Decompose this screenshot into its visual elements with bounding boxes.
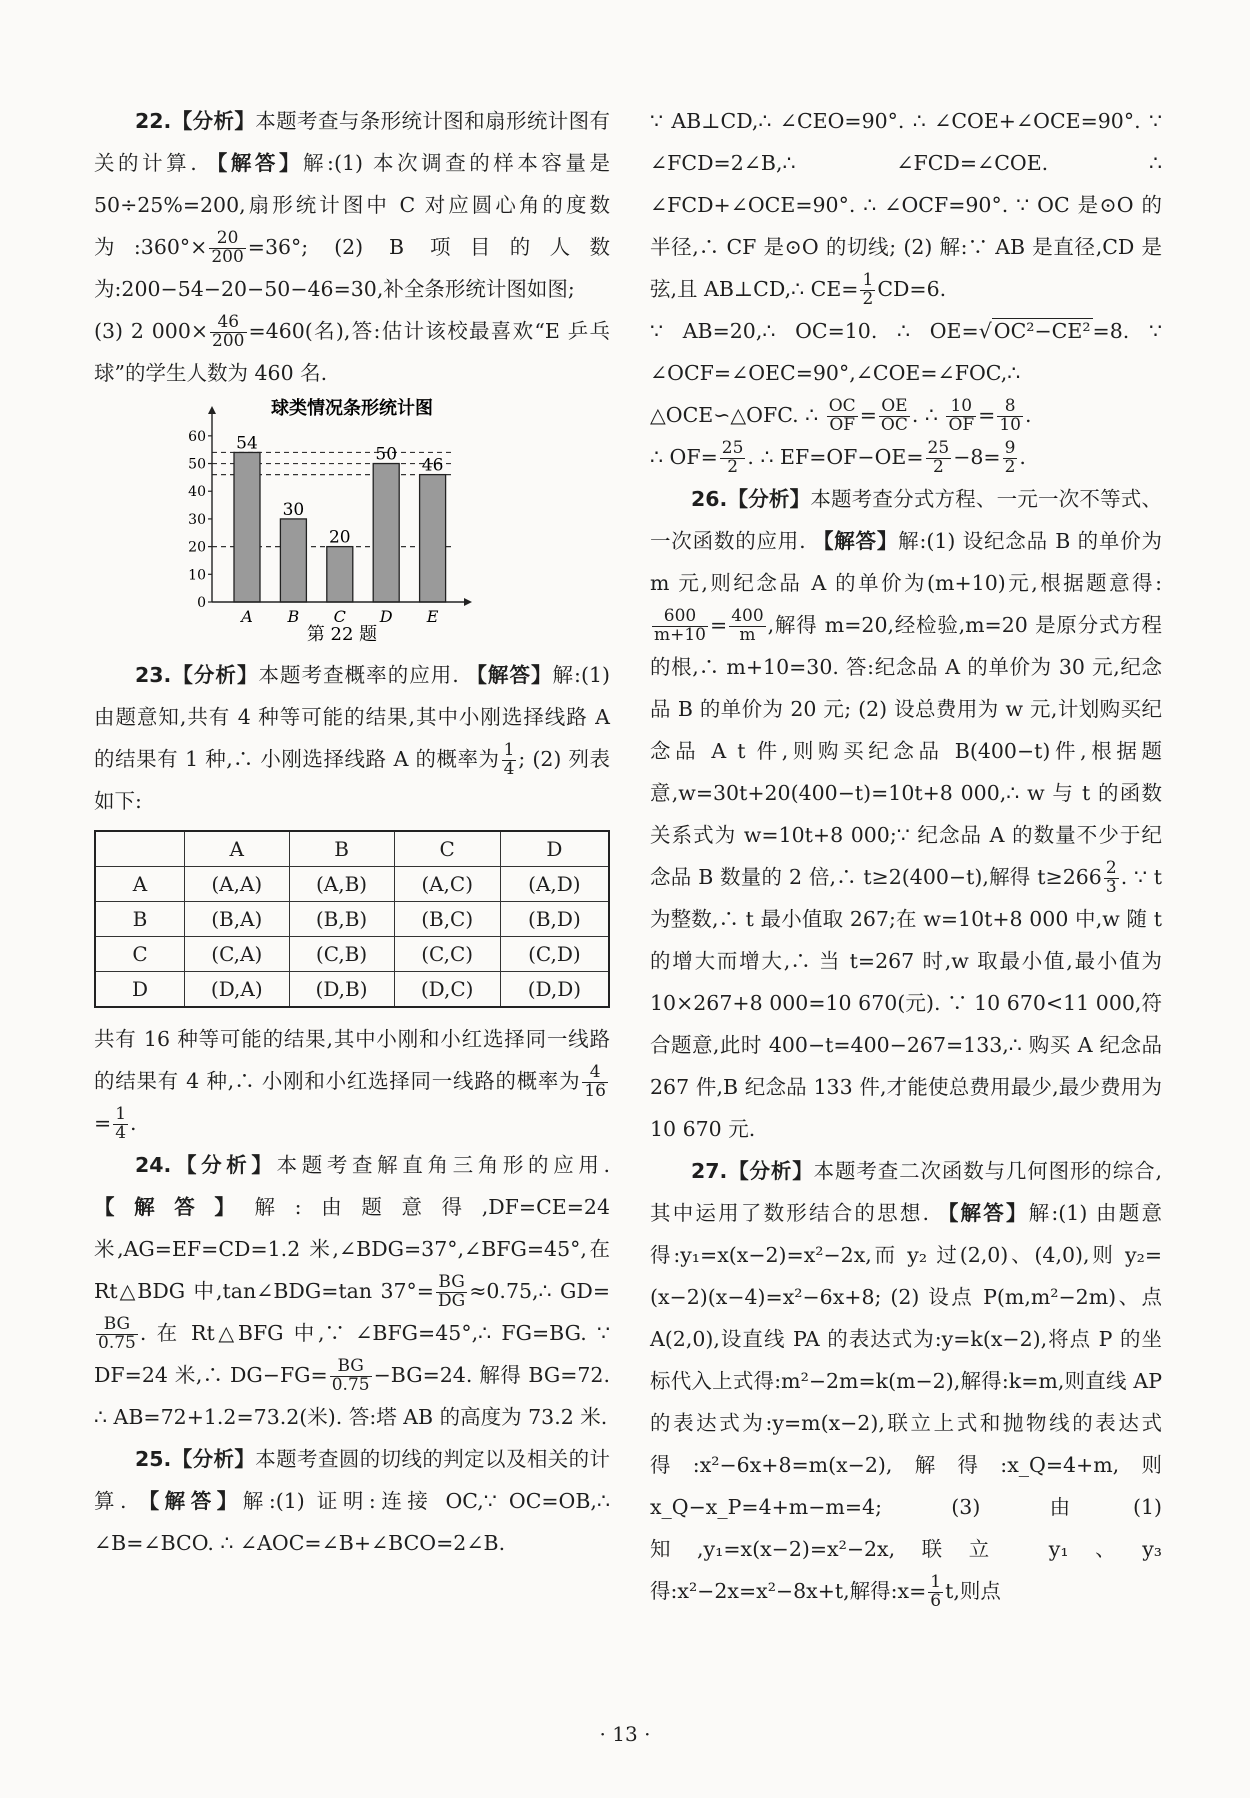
y-tick-label: 0 [197,595,206,611]
y-tick-label: 30 [188,511,206,528]
q26-text-1: 解:(1) 设纪念品 B 的单价为 m 元,则纪念品 A 的单价为(m+10)元,根据题意得: [650,529,1162,595]
denominator: 6 [930,1591,942,1611]
numerator: 10 [950,396,973,417]
q25-intro: 本题考查圆的切线的判定以及相关的计算. [94,1447,611,1513]
table-cell: (B,C) [394,902,500,937]
bar-C [327,547,353,602]
table-cell: (B,A) [185,902,290,937]
denominator: 16 [584,1081,606,1101]
q23-paragraph-1 [94,654,610,822]
numerator: 600 [663,606,697,627]
table-cell: (B,B) [289,902,394,937]
denominator: m+10 [654,625,706,645]
bar-D [373,464,399,602]
denominator: 2 [862,289,874,309]
q25-paragraph [94,1438,610,1564]
numerator: 8 [1004,396,1016,417]
q26-intro: 本题考查分式方程、一元一次不等式、一次函数的应用. [650,487,1163,553]
right-column [650,100,1162,1612]
q27-analysis-tag: 【分析】 [727,1159,814,1183]
q22-analysis-tag: 【分析】 [171,109,256,133]
q25-fraction-7 [926,440,952,477]
q27-intro: 本题考查二次函数与几何图形的综合,其中运用了数形结合的思想. [650,1159,1163,1225]
q23-text-1b: ; (2) 列表如下: [94,747,610,813]
bar-value-label: 54 [236,433,258,454]
equals: = [710,613,728,637]
numerator: OE [881,396,908,417]
period: . [1019,445,1026,469]
q24-fraction-1 [436,1274,467,1311]
q25-right-text-1: ∵ AB⊥CD,∴ ∠CEO=90°. ∴ ∠COE+∠OCE=90°. ∵ ∠FCD=2∠B,∴ ∠FCD=∠COE. ∴ ∠FCD+∠OCE=90°. ∴ ∠OCF=90°. ∵ OC 是⊙O 的半径,∴ CF 是⊙O 的切线; (2) 解:∵ AB 是直径,CD 是弦,且 AB⊥CD,∴ CE= [650,109,1162,301]
numerator: BG [337,1356,364,1377]
table-cell: (D,A) [185,972,290,1008]
q23-fraction-2 [582,1064,608,1101]
q22-paragraph-2 [94,310,610,394]
denominator: 2 [926,458,952,477]
q26-fraction-3 [1104,860,1119,897]
x-tick-label: D [379,607,393,626]
q22-text-1b: =36°; (2) B 项目的人数为:200−54−20−50−46=30,补全条形统计图如图; [94,235,610,301]
bar-value-label: 20 [328,527,351,548]
table-cell: (C,A) [185,937,290,972]
denominator: 200 [212,331,245,351]
denominator: DG [437,1291,466,1311]
x-tick-label: C [333,607,346,626]
table-cell: (A,A) [185,867,290,902]
numerator: 1 [930,1572,942,1593]
q24-fraction-3 [330,1358,372,1395]
q27-text-1: 解:(1) 由题意得:y₁=x(x−2)=x²−2x,而 y₂ 过(2,0)、(4,0),则 y₂=(x−2)(x−4)=x²−6x+8; (2) 设点 P(m,m²−2m)、点 A(2,0),设直线 PA 的表达式为:y=k(x−2),将点 P 的坐标代入上式得:m²−2m=k(m−2),解得:k=m,则直线 AP 的表达式为:y=m(x−2),联立上式和抛物线的表达式得:x²−6x+8=m(x−2),解得:x_Q=4+m,则 x_Q−x_P=4+m−m=4; (3) 由(1)知,y₁=x(x−2)=x²−2x,联立 y₁、y₃ 得:x²−2x=x²−8x+t,解得:x= [650,1201,1162,1603]
q24-intro: 本题考查解直角三角形的应用. [276,1153,611,1177]
numerator: 25 [927,438,950,459]
table-header-cell: D [500,831,609,867]
numerator: 2 [1105,858,1117,879]
numerator: BG [103,1314,131,1335]
numerator: 400 [731,606,764,627]
q25-fraction-4 [946,398,976,435]
q24-text-1: 解:由题意得,DF=CE=24 米,AG=EF=CD=1.2 米,∠BDG=37°,∠BFG=45°,在 Rt△BDG 中,tan∠BDG=tan 37°= [94,1195,610,1303]
q25-right-text-1b: CD=6. [877,277,947,301]
q26-answer-tag: 【解答】 [812,529,899,553]
q23-intro: 本题考查概率的应用. [258,663,459,687]
q24-text-1c: . 在 Rt△BFG 中,∵ ∠BFG=45°,∴ FG=BG. ∵ DF=24 米,∴ DG−FG= [94,1321,610,1387]
table-cell: (C,B) [289,937,394,972]
x-tick-label: A [241,607,253,626]
q22-fraction-2 [210,314,246,351]
denominator: 2 [720,458,746,477]
q27-number: 27. [691,1159,728,1183]
q22-fraction-1 [209,230,245,267]
denominator: 200 [211,247,244,267]
q22-text-2b: =460(名),答:估计该校最喜欢“E 乒乓球”的学生人数为 460 名. [94,319,611,385]
q23-text-1: 解:(1) 由题意知,共有 4 种等可能的结果,其中小刚选择线路 A 的结果有 1 种,∴ 小刚选择线路 A 的概率为 [94,663,610,771]
q22-intro: 本题考查与条形统计图和扇形统计图有关的计算. [94,109,611,175]
denominator: 4 [115,1123,127,1143]
x-tick-label: B [287,607,300,626]
q25-right-text-3c: −8= [953,445,1001,469]
table-header-cell: B [289,831,394,867]
q25-fraction-5 [997,398,1023,435]
period: . [1025,403,1032,427]
y-tick-label: 10 [188,567,206,584]
q25-continued-1 [650,100,1162,310]
q23-fraction-3 [113,1106,128,1143]
y-axis-arrow [208,406,216,414]
q22-number: 22. [135,109,172,133]
q23-paragraph-2: 共有 16 种等可能的结果,其中小刚和小红选择同一线路的结果有 4 种,∴ 小刚和小红选择同一线路的概率为 $\frac{4}{16}$ = $\frac{1}{4}$ . [94,1027,610,1143]
q26-fraction-2 [729,608,765,645]
y-tick-label: 40 [188,484,206,501]
x-tick-label: E [426,607,439,626]
denominator: 4 [503,759,515,779]
table-cell: (D,B) [289,972,394,1008]
q25-right-text-2b: =8. ∵ ∠OCF=∠OEC=90°,∠COE=∠FOC,∴ △OCE∽△OFC. ∴ [650,319,1163,427]
q24-number: 24. [135,1153,172,1177]
bar-chart [94,394,610,654]
table-cell: C [95,937,185,972]
q24-answer-tag: 【解答】 [94,1195,255,1219]
table-header-cell: C [394,831,500,867]
q24-fraction-2 [96,1316,138,1353]
numerator: 1 [503,740,515,761]
q26-text-1d: . ∵ t 为整数,∴ t 最小值取 267;在 w=10t+8 000 中,w 随 t 的增大而增大,∴ 当 t=267 时,w 取最小值,最小值为 10×267+8 000=10 670(元). ∵ 10 670<11 000,符合题意,此时 400−t=400−267=133,∴ 购买 A 纪念品 267 件,B 纪念品 133 件,才能使总费用最少,最少费用为 10 670 元. [650,865,1162,1141]
q25-fraction-8 [1003,440,1018,477]
denominator: m [729,626,765,645]
q25-sqrt: OC²−CE² [993,319,1091,343]
y-tick-label: 60 [188,428,206,445]
q24-text-1d: −BG=24. 解得 BG=72. ∴ AB=72+1.2=73.2(米). 答:塔 AB 的高度为 73.2 米. [94,1363,610,1429]
q26-paragraph [650,478,1162,1150]
q25-right-text-3b: . ∴ EF=OF−OE= [747,445,924,469]
q26-text-1c: ,解得 m=20,经检验,m=20 是原分式方程的根,∴ m+10=30. 答:纪念品 A 的单价为 30 元,纪念品 B 的单价为 20 元; (2) 设总费用为 w 元,计划购买纪念品 A t 件,则购买纪念品 B(400−t)件,根据题意,w=30t+20(400−t)=10t+8 000,∴ w 与 t 的函数关系式为 w=10t+8 000;∵ 纪念品 A 的数量不少于纪念品 B 数量的 2 倍,∴ t≥2(400−t),解得 t≥266 [650,613,1162,889]
table-cell: (A,C) [394,867,500,902]
numerator: OC [828,396,856,417]
bar-value-label: 30 [282,499,305,520]
q23-text-2: 共有 16 种等可能的结果,其中小刚和小红选择同一线路的结果有 4 种,∴ 小刚和小红选择同一线路的概率为 [94,1027,610,1093]
q22-answer-tag: 【解答】 [206,151,303,175]
q27-text-1b: t,则点 [945,1579,1001,1603]
numerator: 20 [216,228,239,249]
chart-caption: 第 22 题 [306,624,378,645]
q22-text-2: (3) 2 000× [94,319,209,343]
q23-answer-tag: 【解答】 [466,663,553,687]
table-cell: A [95,867,185,902]
q26-fraction-1 [652,608,708,645]
q27-fraction-1 [928,1574,943,1611]
table-cell: D [95,972,185,1008]
denominator: OF [948,415,975,435]
equals: = [859,403,877,427]
q22-paragraph-1 [94,100,610,310]
table-cell: (A,D) [500,867,609,902]
q24-paragraph [94,1144,610,1438]
denominator: 0.75 [98,1333,136,1353]
q25-right-text-2d: . ∴ [911,403,945,427]
denominator: 10 [999,415,1021,435]
q25-number: 25. [135,1447,172,1471]
q25-fraction-2 [827,398,858,435]
bar-A [234,452,260,602]
numerator: 4 [589,1062,601,1083]
q25-continued-2: ∵ AB=20,∴ OC=10. ∴ OE=√OC²−CE²=8. ∵ ∠OCF=∠OEC=90°,∠COE=∠FOC,∴ △OCE∽△OFC. ∴ $\frac{OC}{OF}$ = $\frac{OE}{OC}$ . ∴ $\frac{10}{OF}$ = $\frac{8}{10}$ . [650,319,1163,435]
q23-end: . [130,1111,137,1135]
table-cell: B [95,902,185,937]
q23-fraction-1 [502,742,517,779]
table-cell: (C,C) [394,937,500,972]
q22-text-1: 解:(1) 本次调查的样本容量是50÷25%=200,扇形统计图中 C 对应圆心角的度数为:360°× [94,151,610,259]
bar-E [420,475,446,602]
chart-title: 球类情况条形统计图 [271,398,433,419]
numerator: 1 [115,1104,127,1125]
table-cell: (D,C) [394,972,500,1008]
bar-value-label: 50 [375,444,398,465]
q25-fraction-3 [879,398,910,435]
table-row [95,902,609,937]
numerator: 25 [721,438,744,459]
denominator: OC [880,415,908,435]
numerator: 9 [1004,438,1016,459]
x-axis-arrow [464,598,472,606]
table-cell: (A,B) [289,867,394,902]
y-tick-label: 20 [188,539,206,556]
q27-paragraph [650,1150,1162,1612]
table-header-row [95,831,609,867]
denominator: 2 [1004,457,1016,477]
table-row [95,972,609,1008]
left-column [94,100,610,1564]
y-tick-label: 50 [188,456,206,473]
numerator: 46 [217,312,240,333]
q25-continued-3 [650,436,1162,478]
denominator: 0.75 [331,1375,370,1395]
bar-value-label: 46 [421,455,444,476]
q26-number: 26. [691,487,728,511]
bar-B [280,519,306,602]
q25-fraction-6 [720,440,746,477]
numerator: BG [438,1272,465,1293]
table-cell: (D,D) [500,972,609,1008]
q25-answer-tag: 【解答】 [138,1489,243,1513]
equals: = [978,403,996,427]
q27-answer-tag: 【解答】 [937,1201,1029,1225]
outcome-table [94,830,610,1008]
q25-right-text-2: ∵ AB=20,∴ OC=10. ∴ OE= [650,319,979,343]
table-row [95,867,609,902]
denominator: OF [827,416,858,435]
table-cell: (B,D) [500,902,609,937]
q25-right-text-3: ∴ OF= [650,445,718,469]
q25-text-1: 解:(1) 证明:连接 OC,∵ OC=OB,∴ ∠B=∠BCO. ∴ ∠AOC=∠B+∠BCO=2∠B. [94,1489,610,1555]
q23-number: 23. [135,663,172,687]
q25-analysis-tag: 【分析】 [171,1447,256,1471]
q23-analysis-tag: 【分析】 [171,663,259,687]
denominator: 3 [1105,877,1117,897]
table-row [95,937,609,972]
q24-text-1b: ≈0.75,∴ GD= [469,1279,610,1303]
table-header-cell [95,831,185,867]
numerator: 1 [862,270,874,291]
q24-analysis-tag: 【分析】 [171,1153,277,1177]
q25-fraction-1 [860,272,875,309]
page-number: · 13 · [599,1722,651,1746]
table-cell: (C,D) [500,937,609,972]
table-header-cell: A [185,831,290,867]
bar-chart-svg [94,394,610,654]
q26-analysis-tag: 【分析】 [727,487,811,511]
